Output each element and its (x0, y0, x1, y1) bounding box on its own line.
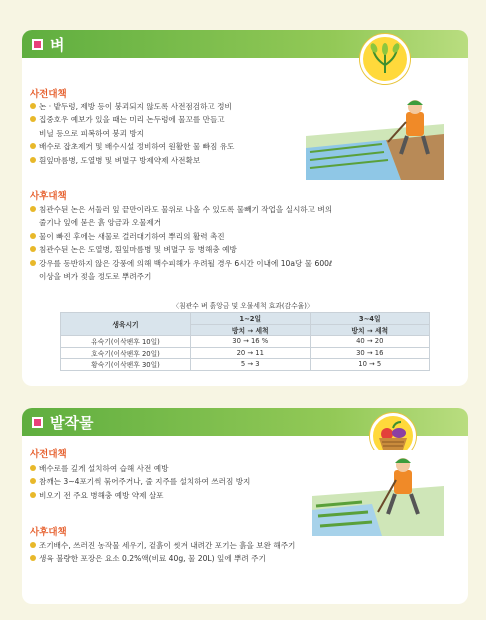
list-item: 논 · 밭두렁, 제방 등이 붕괴되지 않도록 사전점검하고 정비 (30, 100, 320, 113)
list-item: 비오기 전 주요 병해충 예방 약제 살포 (30, 489, 330, 502)
farmer-digging-drain-illustration (312, 450, 444, 536)
list-item: 생육 불량한 포장은 요소 0.2%액(비료 40g, 물 20L) 잎에 뿌려 주기 (30, 552, 450, 565)
list-item: 흰잎마름병, 도열병 및 벼멸구 방제약제 사전확보 (30, 154, 320, 167)
list-item: 조기배수, 쓰러진 농작물 세우기, 겉흙이 씻겨 내려간 포기는 흙을 보완 해주기 (30, 539, 450, 552)
list-item: 배수로를 깊게 설치하여 습해 사전 예방 (30, 462, 330, 475)
list-item: 집중호우 예보가 있을 때는 미리 논두렁에 물꼬를 만들고 비닐 등으로 피복하여 붕괴 방지 (30, 113, 320, 140)
list-item: 침관수된 논은 도열병, 흰잎마름병 및 벼멸구 등 병해충 예방 (30, 243, 450, 256)
field-post-heading: 사후대책 (30, 527, 67, 538)
table-header-sub: 방치 → 세척 (191, 324, 311, 336)
table-caption: 〈침관수 벼 흙앙금 및 오물세척 효과(감수율)〉 (172, 302, 314, 310)
rice-plant-drawing (363, 37, 407, 81)
rice-post-heading: 사후대책 (30, 191, 67, 202)
list-item: 참깨는 3~4포기씩 묶어주거나, 줄 지주를 설치하여 쓰러짐 방지 (30, 475, 330, 488)
table-header-group: 3~4일 (310, 313, 430, 325)
table-header-sub: 방치 → 세척 (310, 324, 430, 336)
table-header-stage: 생육시기 (61, 313, 191, 336)
field-pre-list (30, 462, 330, 502)
section-marker-icon (32, 39, 43, 50)
field-post-list (30, 539, 450, 566)
table-row: 호숙기(이삭팬후 20일) 20 → 11 30 → 16 (61, 347, 430, 359)
field-crops-section-title: 밭작물 (50, 413, 94, 432)
list-item: 물이 빠진 후에는 새물로 걸러대기하여 뿌리의 활력 촉진 (30, 230, 450, 243)
list-item: 배수로 잡초제거 및 배수시설 정비하여 원활한 물 빠짐 유도 (30, 140, 320, 153)
list-item: 강우를 동반하지 않은 강풍에 의해 백수피해가 우려될 경우 6시간 이내에 10a당 물 600ℓ 이상을 벼가 젖을 정도로 뿌려주기 (30, 257, 450, 284)
section-marker-icon (32, 417, 43, 428)
farmer-draining-paddy-illustration (306, 96, 444, 180)
field-pre-heading: 사전대책 (30, 449, 67, 460)
table-header-group: 1~2일 (191, 313, 311, 325)
rice-post-list (30, 203, 450, 283)
table-row: 유숙기(이삭팬후 10일) 30 → 16 % 40 → 20 (61, 336, 430, 348)
rice-section-title: 벼 (50, 35, 65, 54)
table-row: 황숙기(이삭팬후 30일) 5 → 3 10 → 5 (61, 359, 430, 371)
rice-pre-heading: 사전대책 (30, 89, 67, 100)
list-item: 침관수된 논은 서둘러 잎 끝만이라도 물위로 나올 수 있도록 물빼기 작업을 실시하고 벼의 줄기나 잎에 묻은 흙 앙금과 오물제거 (30, 203, 450, 230)
wash-effect-table (60, 312, 430, 371)
rice-pre-list (30, 100, 320, 167)
rice-plant-icon (360, 34, 410, 84)
